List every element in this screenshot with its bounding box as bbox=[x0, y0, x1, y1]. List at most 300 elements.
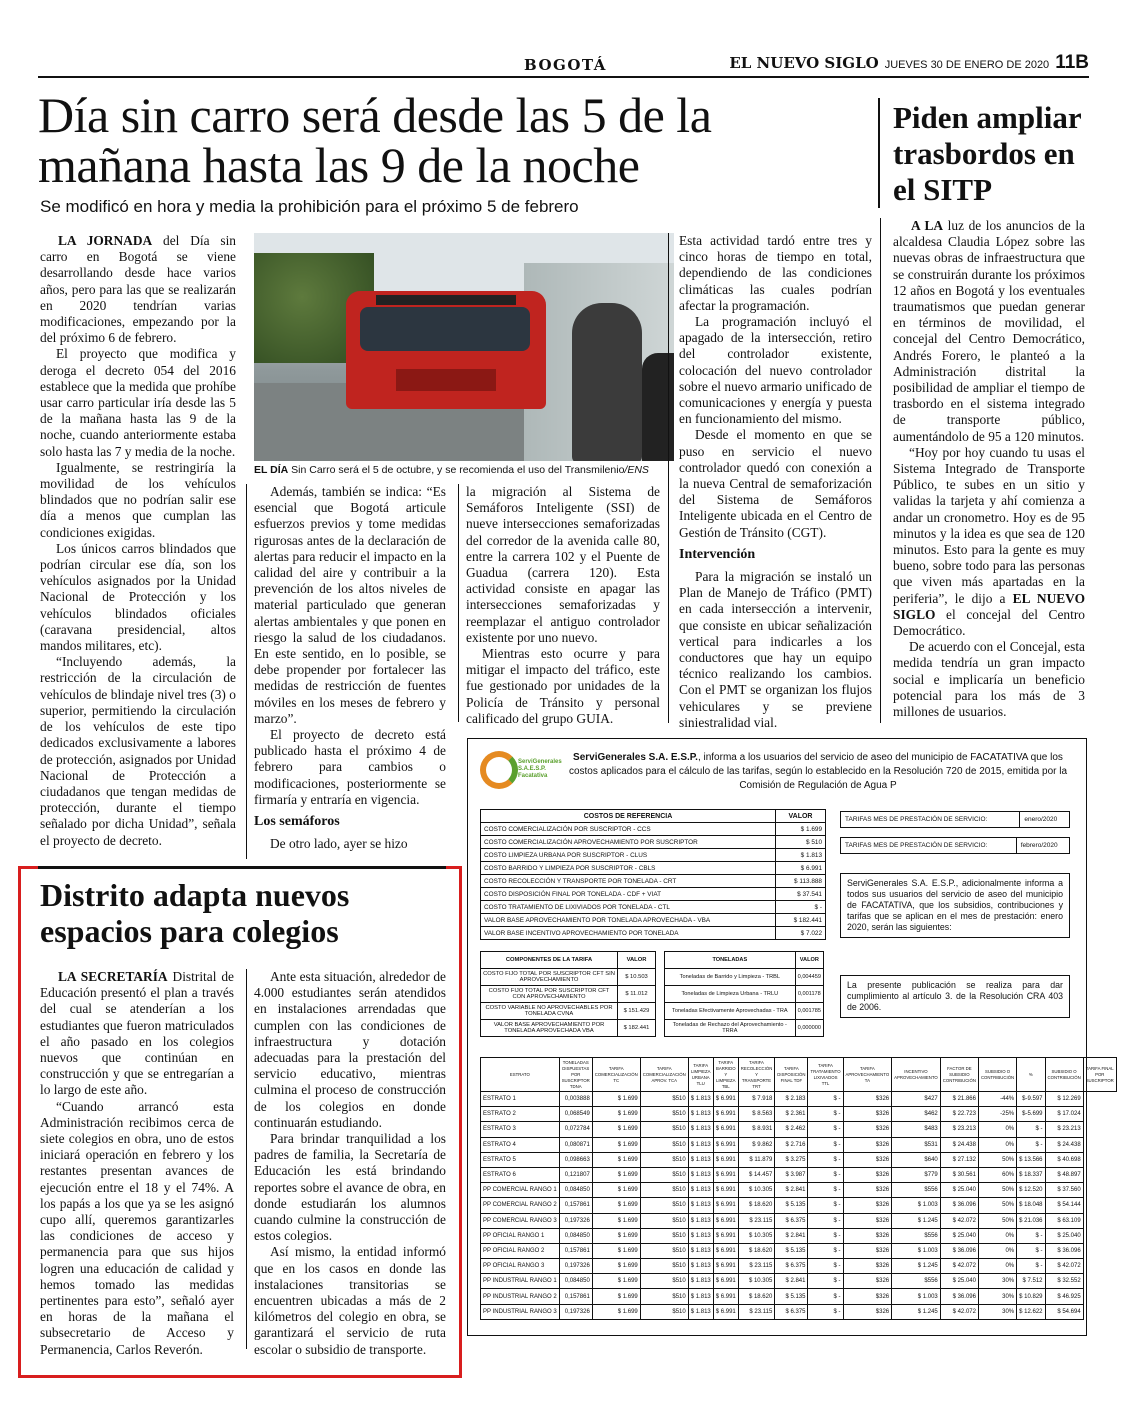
stratum-row bbox=[481, 1092, 1117, 1107]
table-cell: $ 6.991 bbox=[713, 1122, 738, 1137]
stratum-row bbox=[481, 1183, 1117, 1198]
table-cell: $ 6.991 bbox=[713, 1274, 738, 1289]
table-cell: $ 24.438 bbox=[940, 1137, 978, 1152]
table-cell: $ - bbox=[808, 1107, 843, 1122]
column-header: TARIFA FINAL POR SUSCRIPTOR bbox=[1083, 1058, 1116, 1092]
component-row bbox=[481, 1003, 656, 1020]
table-cell: $ 12.520 bbox=[1017, 1183, 1045, 1198]
table-cell: $ 6.375 bbox=[775, 1259, 808, 1274]
table-cell: 0% bbox=[978, 1259, 1016, 1274]
stratum-row bbox=[481, 1228, 1117, 1243]
caption-lead: EL DÍA bbox=[254, 464, 289, 476]
table-cell: $ 6.991 bbox=[713, 1228, 738, 1243]
sidebar-article bbox=[893, 218, 1085, 720]
table-cell: $ 9.862 bbox=[738, 1137, 775, 1152]
table-cell: $ - bbox=[808, 1213, 843, 1228]
table-cell: $ 23.115 bbox=[738, 1304, 775, 1319]
table-cell: $ 510 bbox=[776, 836, 826, 849]
table-cell: $ 6.991 bbox=[713, 1137, 738, 1152]
table-cell: PP INDUSTRIAL RANGO 3 bbox=[481, 1304, 560, 1319]
component-row bbox=[481, 986, 656, 1003]
table-cell: $ 23.213 bbox=[1045, 1122, 1083, 1137]
column-header: TONELADAS DISPUESTAS POR SUSCRIPTOR TDNA bbox=[559, 1058, 592, 1092]
table-cell: $ 2.841 bbox=[775, 1183, 808, 1198]
column-header: % bbox=[1017, 1058, 1045, 1092]
table-cell: ESTRATO 5 bbox=[481, 1152, 560, 1167]
component-row bbox=[481, 1020, 656, 1037]
table-cell: $510 bbox=[640, 1137, 688, 1152]
table-cell: $ 1.813 bbox=[776, 849, 826, 862]
table-cell: $ 6.991 bbox=[713, 1213, 738, 1228]
column-header: TARIFA LIMPIEZA URBANA TLU bbox=[688, 1058, 713, 1092]
paragraph-text: Los únicos carros blindados que podrían circular ese día, son los vehículos asignados por la Unidad Nacional de Protección y los vehículos blindados oficiales (caravana presidencial, altos mandos militares, etc). bbox=[40, 540, 236, 654]
table-cell: $ 32.552 bbox=[1045, 1274, 1083, 1289]
newspaper-logo: EL NUEVO SIGLO bbox=[729, 54, 879, 72]
table-cell: $ 2.716 bbox=[775, 1137, 808, 1152]
photo-credit: /ENS bbox=[624, 464, 649, 476]
table-cell: $ 42.072 bbox=[1045, 1259, 1083, 1274]
table-cell: $510 bbox=[640, 1183, 688, 1198]
paragraph bbox=[679, 233, 872, 314]
reference-costs-table bbox=[480, 809, 826, 940]
paragraph-text: Desde el momento en que se puso en servicio el nuevo controlador quedó con conexión a la nueva Central de semaforización del Sistema de Semáforos Inteligente ubicada en el Centro de Gestión de Tránsito (CGT). bbox=[679, 427, 872, 540]
table-cell: $510 bbox=[640, 1198, 688, 1213]
table-cell: $ 21.036 bbox=[1017, 1213, 1045, 1228]
table-cell: $ 6.991 bbox=[713, 1107, 738, 1122]
paragraph bbox=[40, 1099, 234, 1358]
table-cell: 0,072784 bbox=[559, 1122, 592, 1137]
table-cell: ESTRATO 2 bbox=[481, 1107, 560, 1122]
table-cell: $ 30.561 bbox=[940, 1167, 978, 1182]
table-cell: $ 42.072 bbox=[940, 1259, 978, 1274]
table-cell: $-9.597 bbox=[1017, 1092, 1045, 1107]
reference-row bbox=[481, 914, 826, 927]
column-header: TARIFA TRATAMIENTO LIXIVIADOS TTL bbox=[808, 1058, 843, 1092]
masthead bbox=[729, 52, 1089, 74]
table-cell: $510 bbox=[640, 1092, 688, 1107]
table-cell: $326 bbox=[843, 1213, 892, 1228]
tariff-components-table bbox=[480, 951, 656, 1037]
column-header: TARIFA APROVECHAMIENTO TA bbox=[843, 1058, 892, 1092]
table-cell: VALOR BASE INCENTIVO APROVECHAMIENTO POR TONELADA bbox=[481, 927, 776, 940]
table-cell: $510 bbox=[640, 1213, 688, 1228]
table-cell: $531 bbox=[892, 1137, 941, 1152]
tonnage-row bbox=[665, 1020, 824, 1037]
table-cell: 0,157861 bbox=[559, 1289, 592, 1304]
stratum-row bbox=[481, 1122, 1117, 1137]
paragraph-text: luz de los anuncios de la alcaldesa Claudia López sobre las nuevas obras de infraestructura que se construirán durante los próximos 12 años en Bogotá y los eventuales traumatismos que puedan generar en términos de movilidad, el concejal del Centro Democrático, Andrés Forero, le planteó a la Administración distrital la posibilidad de ampliar el tiempo de trasbordo en el sistema integrado de transporte público, aumentándolo de 95 a 120 minutos. bbox=[893, 218, 1085, 444]
table-cell: $510 bbox=[640, 1152, 688, 1167]
table-cell: $ 1.245 bbox=[892, 1213, 941, 1228]
table-cell: 0% bbox=[978, 1137, 1016, 1152]
paragraph-text: Distrital de Educación presentó el plan a través del cual se atenderían a los estudiantes que fueron matriculados el año pasado en los colegios nuevos que continúan en construcción y que se entregarían a lo largo de este año. bbox=[40, 969, 234, 1098]
table-cell: COSTO DISPOSICIÓN FINAL POR TONELADA - CDF + VIAT bbox=[481, 888, 776, 901]
table-cell: $ - bbox=[1017, 1137, 1045, 1152]
table-cell: $510 bbox=[640, 1122, 688, 1137]
table-cell: -25% bbox=[978, 1107, 1016, 1122]
article-photo bbox=[254, 233, 674, 461]
table-cell: $483 bbox=[892, 1122, 941, 1137]
column-header: VALOR bbox=[795, 952, 823, 969]
table-cell: ESTRATO 4 bbox=[481, 1137, 560, 1152]
tariff-advertisement bbox=[467, 738, 1114, 1336]
table-cell: VALOR BASE APROVECHAMIENTO POR TONELADA APROVECHADA VBA bbox=[481, 1020, 618, 1037]
column-header: COMPONENTES DE LA TARIFA bbox=[481, 952, 618, 969]
paragraph-text: “Incluyendo además, la restricción de la circulación de vehículos de blindaje nivel tres (3) o superior, permitiendo la circulación de los vehículos de este tipo dedicados exclusivamente a labores de protección, asignados por Unidad Nacional de Protección a ciudadanos que tengan medidas de protección, durante el tiempo señalado por dicha Unidad”, señala el proyecto de decreto. bbox=[40, 654, 236, 848]
table-cell: $ - bbox=[808, 1259, 843, 1274]
table-cell: $ 1.003 bbox=[892, 1289, 941, 1304]
article3-column-2 bbox=[254, 969, 446, 1358]
page-number: 11B bbox=[1055, 52, 1089, 73]
reference-row bbox=[481, 823, 826, 836]
table-cell: $ 1.813 bbox=[688, 1167, 713, 1182]
table-cell: $ 40.698 bbox=[1045, 1152, 1083, 1167]
table-cell: $510 bbox=[640, 1107, 688, 1122]
article-column-2 bbox=[254, 484, 446, 852]
stratum-row bbox=[481, 1137, 1117, 1152]
paragraph-text: “Hoy por hoy cuando tu usas el Sistema Integrado de Transporte Público, te subes en un sitio y validas la tarjeta y ahí comienza a andar un cronometro. Hoy es de 95 minutos y la idea es que sea de 120 minutos. Esto para la gente es muy bueno, sobre todo para las personas que viven más apartadas en la periferia”, le dijo a bbox=[893, 444, 1085, 606]
table-cell: $ 1.699 bbox=[592, 1259, 640, 1274]
table-cell: $326 bbox=[843, 1137, 892, 1152]
table-cell: $ - bbox=[776, 901, 826, 914]
paragraph bbox=[254, 969, 446, 1131]
paragraph bbox=[679, 427, 872, 540]
table-cell: $ 25.040 bbox=[940, 1274, 978, 1289]
table-cell: 30% bbox=[978, 1289, 1016, 1304]
column-header: INCENTIVO APROVECHAMIENTO bbox=[892, 1058, 941, 1092]
table-cell: $ 1.813 bbox=[688, 1122, 713, 1137]
column-header: TARIFA COMERCIALIZACIÓN APROV. TCA bbox=[640, 1058, 688, 1092]
table-cell: 0,157861 bbox=[559, 1198, 592, 1213]
table-cell: $ 48.897 bbox=[1045, 1167, 1083, 1182]
table-cell: $ 18.620 bbox=[738, 1243, 775, 1258]
stratum-row bbox=[481, 1274, 1117, 1289]
table-cell: $ 36.096 bbox=[940, 1198, 978, 1213]
table-cell: 0,084850 bbox=[559, 1183, 592, 1198]
article-title: Día sin carro será desde las 5 de la mañana hasta las 9 de la noche bbox=[38, 87, 712, 193]
table-cell: $556 bbox=[892, 1228, 941, 1243]
column-header: TARIFA BARRIDO Y LIMPIEZA TBL bbox=[713, 1058, 738, 1092]
table-cell: $779 bbox=[892, 1167, 941, 1182]
lead-in: A LA bbox=[911, 218, 944, 233]
tonnage-row bbox=[665, 1003, 824, 1020]
table-cell: $ 6.991 bbox=[713, 1092, 738, 1107]
table-cell: $ 6.375 bbox=[775, 1213, 808, 1228]
table-cell: 50% bbox=[978, 1198, 1016, 1213]
paragraph-text: “Cuando arrancó esta Administración recibimos cerca de siete colegios en obra, uno de estos iniciará operación en febrero y los restantes presentan avances de ejecución entre el 18 y el 74%. A los papás a los que ya se les asignó cupo allí, queremos garantizarles las condiciones de acceso y permanencia para que sus hijos logren una educación de calidad y hemos tomado las medidas pertinentes para esto”, señaló ayer en horas de la mañana el subsecretario de Acceso y Permanencia, Carlos Reverón. bbox=[40, 1098, 234, 1357]
table-cell: -44% bbox=[978, 1092, 1016, 1107]
sidebar-title: Piden ampliar trasbordos en el SITP bbox=[893, 100, 1082, 207]
month-table-2: TARIFAS MES DE PRESTACIÓN DE SERVICIO: febrero/2020 bbox=[840, 837, 1070, 854]
table-cell: $-5.699 bbox=[1017, 1107, 1045, 1122]
table-cell: $ 7.022 bbox=[776, 927, 826, 940]
table-cell: $ 1.699 bbox=[592, 1122, 640, 1137]
table-cell: $ 1.813 bbox=[688, 1137, 713, 1152]
table-cell: 0,003888 bbox=[559, 1092, 592, 1107]
paragraph bbox=[679, 314, 872, 427]
column-rule bbox=[246, 969, 247, 1349]
table-cell: $ - bbox=[1017, 1228, 1045, 1243]
table-cell: $ 1.813 bbox=[688, 1228, 713, 1243]
table-cell: $ 1.245 bbox=[892, 1259, 941, 1274]
table-cell: $ 1.699 bbox=[592, 1274, 640, 1289]
paragraph bbox=[254, 1131, 446, 1244]
paragraph-text: Esta actividad tardó entre tres y cinco horas de tiempo en total, dependiendo de las condiciones climáticas las cuales podrían afectar la programación. bbox=[679, 233, 872, 313]
table-cell: VALOR BASE APROVECHAMIENTO POR TONELADA APROVECHADA - VBA bbox=[481, 914, 776, 927]
table-cell: 60% bbox=[978, 1167, 1016, 1182]
reference-row bbox=[481, 836, 826, 849]
column-rule bbox=[668, 233, 669, 723]
reference-row bbox=[481, 849, 826, 862]
photo-caption bbox=[254, 464, 674, 476]
table-cell: $ 14.457 bbox=[738, 1167, 775, 1182]
section-name: BOGOTÁ bbox=[524, 56, 607, 74]
table-cell: $ 1.813 bbox=[688, 1152, 713, 1167]
paragraph-text: Igualmente, se restringiría la movilidad de los vehículos blindados que no podrían salir ese día a menos que cumplan las condiciones exigidas. bbox=[40, 459, 236, 540]
stratum-row bbox=[481, 1198, 1117, 1213]
table-cell: $ 2.462 bbox=[775, 1122, 808, 1137]
column-rule bbox=[246, 484, 247, 859]
tonnage-table bbox=[664, 951, 824, 1037]
table-cell: $ 12.269 bbox=[1045, 1092, 1083, 1107]
table-cell: $326 bbox=[843, 1198, 892, 1213]
table-header-row bbox=[481, 952, 656, 969]
table-cell: $ 54.694 bbox=[1045, 1304, 1083, 1319]
table-cell: $326 bbox=[843, 1092, 892, 1107]
article3-title: Distrito adapta nuevos espacios para colegios bbox=[40, 877, 350, 949]
table-cell: 50% bbox=[978, 1213, 1016, 1228]
table-cell: PP COMERCIAL RANGO 2 bbox=[481, 1198, 560, 1213]
paragraph bbox=[466, 484, 660, 646]
table-cell: $510 bbox=[640, 1259, 688, 1274]
article-column-4 bbox=[679, 233, 872, 731]
table-cell: $462 bbox=[892, 1107, 941, 1122]
table-cell: 0,197326 bbox=[559, 1213, 592, 1228]
paragraph-text: Mientras esto ocurre y para mitigar el impacto del tráfico, este fue gestionado por unidades de la Policía de Tránsito y personal calificado del grupo GUIA. bbox=[466, 646, 660, 726]
table-cell: $ 37.541 bbox=[776, 888, 826, 901]
table-cell: $326 bbox=[843, 1167, 892, 1182]
table-cell: $ 5.135 bbox=[775, 1198, 808, 1213]
table-cell: $ 10.829 bbox=[1017, 1289, 1045, 1304]
paragraph-text: Para brindar tranquilidad a los padres de familia, la Secretaría de Educación les está brindando reportes sobre el avance de obra, en donde estudiarán los alumnos cuando culmine la construcción de estos colegios. bbox=[254, 1131, 446, 1244]
table-cell: $ 1.813 bbox=[688, 1289, 713, 1304]
table-cell: $ 11.879 bbox=[738, 1152, 775, 1167]
table-cell: $ 7.512 bbox=[1017, 1274, 1045, 1289]
column-rule bbox=[458, 484, 459, 722]
reference-row bbox=[481, 875, 826, 888]
paragraph-text: del Día sin carro en Bogotá se viene desarrollando desde hace varios años, pero para las que se realizarán en 2020 tendrían varias modificaciones, empezando por la del próximo 6 de febrero. bbox=[40, 233, 236, 346]
table-cell: $ 1.813 bbox=[688, 1259, 713, 1274]
table-cell: $ - bbox=[808, 1198, 843, 1213]
table-cell: $ 2.183 bbox=[775, 1092, 808, 1107]
article3-column-1 bbox=[40, 969, 234, 1358]
table-cell: $ 1.003 bbox=[892, 1198, 941, 1213]
table-cell: $ - bbox=[808, 1167, 843, 1182]
table-cell: $556 bbox=[892, 1274, 941, 1289]
table-cell: $ - bbox=[1017, 1122, 1045, 1137]
table-cell: $326 bbox=[843, 1259, 892, 1274]
table-cell: $ 1.699 bbox=[592, 1198, 640, 1213]
table-cell: ESTRATO 1 bbox=[481, 1092, 560, 1107]
table-cell: $ - bbox=[1017, 1243, 1045, 1258]
table-cell: $326 bbox=[843, 1228, 892, 1243]
lead-in: LA JORNADA bbox=[58, 233, 153, 248]
table-cell: $ 5.135 bbox=[775, 1289, 808, 1304]
table-cell: $ 25.040 bbox=[1045, 1228, 1083, 1243]
table-cell: $ 25.040 bbox=[940, 1228, 978, 1243]
table-cell: $ 1.699 bbox=[592, 1213, 640, 1228]
table-cell: $ - bbox=[808, 1274, 843, 1289]
reference-row bbox=[481, 888, 826, 901]
paragraph-text: De acuerdo con el Concejal, esta medida tendría un gran impacto social e implicaría un beneficio potencial para los más de 3 millones de usuarios. bbox=[893, 639, 1085, 720]
table-cell: $ 1.813 bbox=[688, 1243, 713, 1258]
article-column-3 bbox=[466, 484, 660, 727]
paragraph-text: La programación incluyó el apagado de la intersección, retiro del controlador existente, colocación del nuevo controlador sobre el nuevo armario unificado de comunicaciones y energía y puesta en funcionamiento del mismo. bbox=[679, 314, 872, 427]
paragraph bbox=[893, 218, 1085, 445]
stratum-row bbox=[481, 1243, 1117, 1258]
table-cell: Toneladas de Limpieza Urbana - TRLU bbox=[665, 986, 796, 1003]
paragraph-text: El proyecto que modifica y deroga el decreto 054 del 2016 establece que la medida que prohíbe usar carro particular iría desde las 5 de la mañana hasta las 9 de la noche, cuando anteriormente estaba solo hasta las 7 y media de la noche. bbox=[40, 346, 236, 459]
table-cell: PP COMERCIAL RANGO 1 bbox=[481, 1183, 560, 1198]
paragraph-text: El proyecto de decreto está publicado hasta el próximo 4 de febrero para cambios o modificaciones, posteriormente se firmaría y entraría en vigencia. bbox=[254, 727, 446, 807]
column-header: TARIFA DISPOSICIÓN FINAL TDF bbox=[775, 1058, 808, 1092]
table-cell: COSTO TRATAMIENTO DE LIXIVIADOS POR TONELADA - CTL bbox=[481, 901, 776, 914]
table-cell: 0,001178 bbox=[795, 986, 823, 1003]
paragraph bbox=[254, 1244, 446, 1357]
table-cell: 0,000000 bbox=[795, 1020, 823, 1037]
table-cell: $640 bbox=[892, 1152, 941, 1167]
table-cell: 0,001785 bbox=[795, 1003, 823, 1020]
table-cell: $ 1.813 bbox=[688, 1092, 713, 1107]
reference-row bbox=[481, 862, 826, 875]
table-cell: $ 6.991 bbox=[713, 1243, 738, 1258]
table-cell: $510 bbox=[640, 1304, 688, 1319]
table-cell: $ 23.213 bbox=[940, 1122, 978, 1137]
paragraph bbox=[40, 233, 236, 346]
table-cell: $ - bbox=[808, 1289, 843, 1304]
article3-rule bbox=[38, 866, 446, 869]
table-cell: $ 6.991 bbox=[713, 1198, 738, 1213]
stratum-row bbox=[481, 1259, 1117, 1274]
table-cell: 0,197326 bbox=[559, 1259, 592, 1274]
table-cell: 0% bbox=[978, 1228, 1016, 1243]
table-cell: COSTO FIJO TOTAL POR SUSCRIPTOR CFT SIN APROVECHAMIENTO bbox=[481, 969, 618, 986]
table-cell: 50% bbox=[978, 1183, 1016, 1198]
table-cell: $ - bbox=[808, 1183, 843, 1198]
table-cell: $326 bbox=[843, 1122, 892, 1137]
table-cell: $ - bbox=[808, 1243, 843, 1258]
table-cell: $ 18.620 bbox=[738, 1198, 775, 1213]
ad-intro: ServiGenerales S.A. E.S.P., informa a los usuarios del servicio de aseo del municipio de FACATATIVA que los costos aplicados para el cálculo de las tarifas, según lo establecido en la Resolución 720 de 2015, emitida por la Comisión de Regulación de Agua P bbox=[568, 752, 1068, 791]
lead-in: LA SECRETARÍA bbox=[58, 969, 168, 984]
subheading: Los semáforos bbox=[254, 814, 340, 830]
tonnage-row bbox=[665, 986, 824, 1003]
table-cell: $510 bbox=[640, 1167, 688, 1182]
paragraph-text: Así mismo, la entidad informó que en los casos en donde las instalaciones transitorias se encuentren ubicadas a más de 2 kilómetros del colegio en obra, se garantizará el servicio de ruta escolar o subsidio de transporte. bbox=[254, 1244, 446, 1357]
table-cell: $ 6.991 bbox=[713, 1167, 738, 1182]
table-cell: $ 1.699 bbox=[592, 1228, 640, 1243]
table-cell: $ - bbox=[1017, 1259, 1045, 1274]
table-header-row bbox=[665, 952, 824, 969]
table-cell: $510 bbox=[640, 1289, 688, 1304]
table-cell: $ 46.925 bbox=[1045, 1289, 1083, 1304]
table-cell: $ 36.096 bbox=[940, 1243, 978, 1258]
paragraph bbox=[893, 639, 1085, 720]
column-header: FACTOR DE SUBSIDIO CONTRIBUCIÓN bbox=[940, 1058, 978, 1092]
header-rule bbox=[38, 76, 1089, 78]
table-cell: COSTO VARIABLE NO APROVECHABLES POR TONELADA CVNA bbox=[481, 1003, 618, 1020]
table-cell: Toneladas de Rechazo del Aprovechamiento - TRRA bbox=[665, 1020, 796, 1037]
table-cell: 0,157861 bbox=[559, 1243, 592, 1258]
table-cell: PP OFICIAL RANGO 2 bbox=[481, 1243, 560, 1258]
table-cell: ESTRATO 6 bbox=[481, 1167, 560, 1182]
table-cell: 0,068549 bbox=[559, 1107, 592, 1122]
table-cell: $ 113.888 bbox=[776, 875, 826, 888]
column-header: TARIFA RECOLECCIÓN Y TRANSPORTE TRT bbox=[738, 1058, 775, 1092]
table-cell: $ 1.699 bbox=[592, 1243, 640, 1258]
table-cell: PP COMERCIAL RANGO 3 bbox=[481, 1213, 560, 1228]
stratum-row bbox=[481, 1152, 1117, 1167]
note-resolution: La presente publicación se realiza para dar cumplimiento al artículo 3. de la Resolución CRA 403 de 2006. bbox=[840, 975, 1070, 1018]
table-cell: $ 63.109 bbox=[1045, 1213, 1083, 1228]
table-cell: $ - bbox=[808, 1137, 843, 1152]
table-cell: $ 1.813 bbox=[688, 1304, 713, 1319]
component-row bbox=[481, 969, 656, 986]
table-cell: COSTO LIMPIEZA URBANA POR SUSCRIPTOR - CLUS bbox=[481, 849, 776, 862]
table-cell: $326 bbox=[843, 1107, 892, 1122]
caption-text: Sin Carro será el 5 de octubre, y se recomienda el uso del Transmilenio bbox=[288, 464, 625, 476]
column-header: TARIFA COMERCIALIZACIÓN TC bbox=[592, 1058, 640, 1092]
table-cell: $ 1.003 bbox=[892, 1243, 941, 1258]
subheading: Intervención bbox=[679, 546, 756, 562]
table-cell: $ 10.305 bbox=[738, 1228, 775, 1243]
table-cell: $ 1.699 bbox=[592, 1167, 640, 1182]
table-cell: $ 1.699 bbox=[592, 1183, 640, 1198]
note-subsidies: ServiGenerales S.A. E.S.P., adicionalmente informa a todos sus usuarios del servicio de aseo del municipio de FACATATIVA, que los subsidios, contribuciones y tarifas que se aplican en el mes de prestación: enero 2020, serán las siguientes: bbox=[840, 873, 1070, 938]
table-cell: 0,084850 bbox=[559, 1228, 592, 1243]
table-cell: $ 13.566 bbox=[1017, 1152, 1045, 1167]
table-cell: $ 1.813 bbox=[688, 1213, 713, 1228]
table-cell: 0% bbox=[978, 1122, 1016, 1137]
table-cell: $ 182.441 bbox=[776, 914, 826, 927]
table-cell: $ 2.841 bbox=[775, 1274, 808, 1289]
table-cell: Toneladas de Barrido y Limpieza - TRBL bbox=[665, 969, 796, 986]
paragraph bbox=[40, 969, 234, 1099]
column-header: VALOR bbox=[618, 952, 656, 969]
table-cell: $ 54.144 bbox=[1045, 1198, 1083, 1213]
table-cell: 0,121807 bbox=[559, 1167, 592, 1182]
table-cell: $ 1.813 bbox=[688, 1183, 713, 1198]
table-cell: $510 bbox=[640, 1228, 688, 1243]
table-cell: $ 18.048 bbox=[1017, 1198, 1045, 1213]
table-cell: $ 6.991 bbox=[713, 1152, 738, 1167]
table-cell: $326 bbox=[843, 1152, 892, 1167]
table-cell: $ 12.622 bbox=[1017, 1304, 1045, 1319]
table-cell: $ 7.918 bbox=[738, 1092, 775, 1107]
table-cell: $510 bbox=[640, 1243, 688, 1258]
table-cell: 30% bbox=[978, 1304, 1016, 1319]
paragraph bbox=[466, 646, 660, 727]
table-cell: $ 2.361 bbox=[775, 1107, 808, 1122]
table-cell: $326 bbox=[843, 1289, 892, 1304]
table-cell: 0,197326 bbox=[559, 1304, 592, 1319]
table-cell: $ 42.072 bbox=[940, 1304, 978, 1319]
table-cell: $ 6.991 bbox=[713, 1289, 738, 1304]
table-cell: COSTO RECOLECCIÓN Y TRANSPORTE POR TONELADA - CRT bbox=[481, 875, 776, 888]
table-cell: $326 bbox=[843, 1304, 892, 1319]
column-header: COSTOS DE REFERENCIA bbox=[481, 810, 776, 823]
paragraph-tail: el concejal del Centro Democrático. bbox=[893, 606, 1085, 639]
